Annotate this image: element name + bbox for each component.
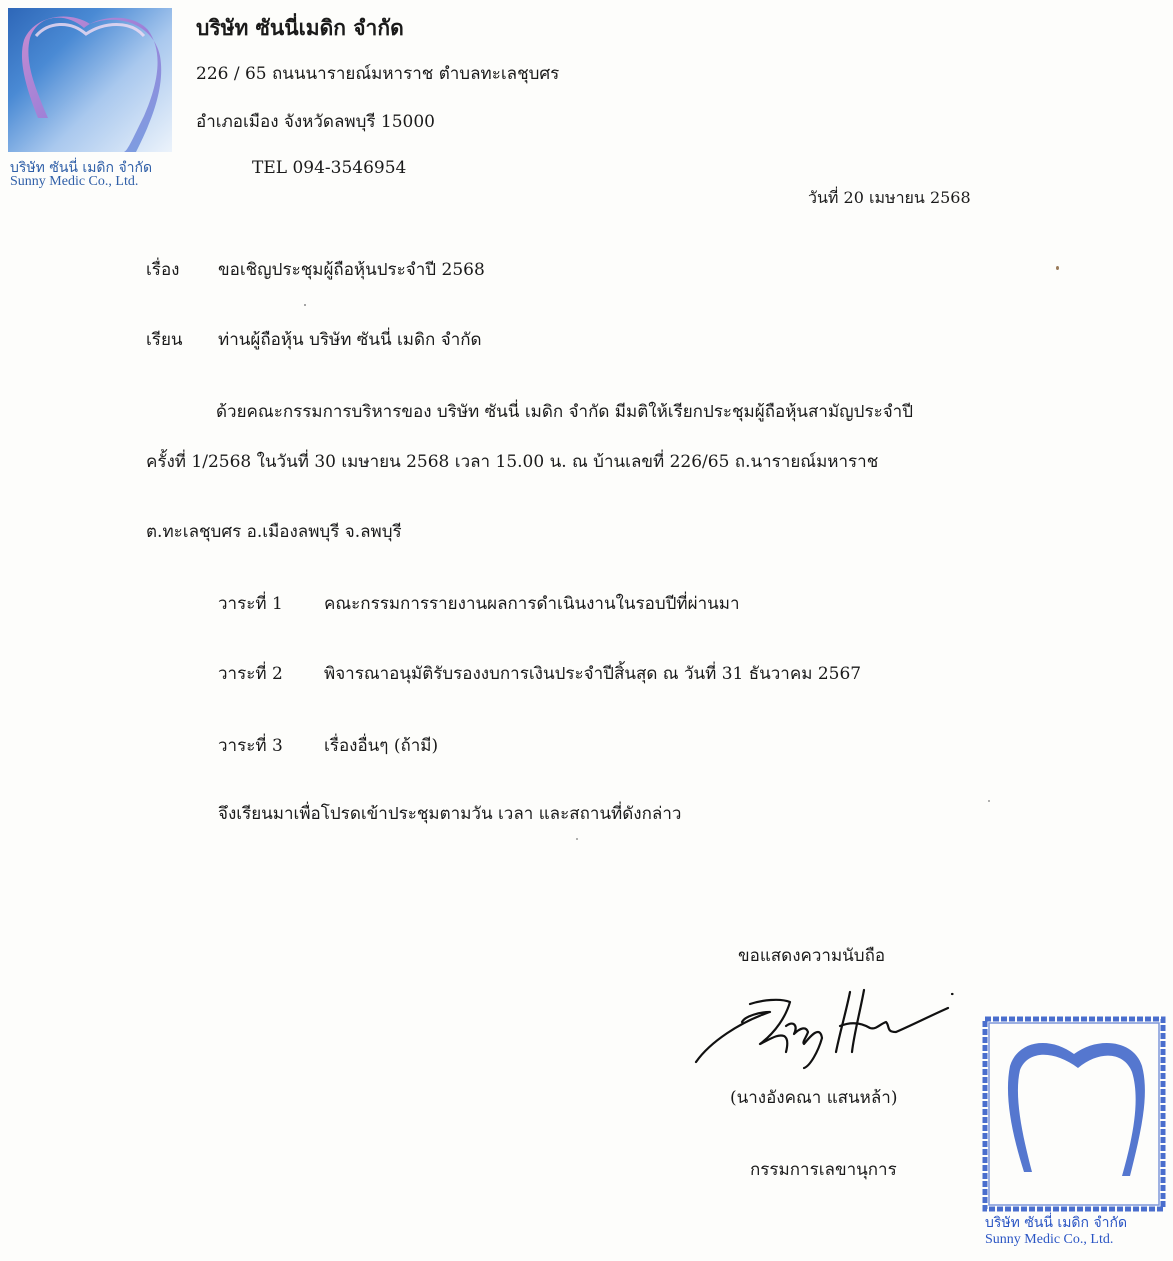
address-line-1: 226 / 65 ถนนนารายณ์มหาราช ตำบลทะเลชุบศร <box>196 64 560 84</box>
tooth-logo-icon <box>8 8 172 152</box>
letter-date: วันที่ 20 เมษายน 2568 <box>808 188 971 207</box>
signer-name: (นางอังคณา แสนหล้า) <box>730 1088 898 1108</box>
stamp-caption-english: Sunny Medic Co., Ltd. <box>985 1232 1114 1247</box>
stamp-caption-thai: บริษัท ซันนี่ เมดิก จำกัด <box>985 1215 1128 1231</box>
subject-label: เรื่อง <box>146 260 180 280</box>
agenda-number: วาระที่ 1 <box>218 594 283 614</box>
logo-caption-thai: บริษัท ซันนี่ เมดิก จำกัด <box>10 160 153 176</box>
recipient-label: เรียน <box>146 330 183 350</box>
subject-text: ขอเชิญประชุมผู้ถือหุ้นประจำปี 2568 <box>218 260 485 280</box>
scan-speck <box>304 304 306 306</box>
recipient-text: ท่านผู้ถือหุ้น บริษัท ซันนี่ เมดิก จำกัด <box>218 330 482 350</box>
agenda-text: พิจารณาอนุมัติรับรองงบการเงินประจำปีสิ้นสุด ณ วันที่ 31 ธันวาคม 2567 <box>324 664 862 684</box>
telephone: TEL 094-3546954 <box>252 158 407 178</box>
handwritten-signature <box>690 982 960 1072</box>
scan-speck <box>576 838 578 840</box>
scan-speck <box>1056 266 1059 270</box>
body-line-1: ด้วยคณะกรรมการบริหารของ บริษัท ซันนี่ เมดิก จำกัด มีมติให้เรียกประชุมผู้ถือหุ้นสามัญประจำปี <box>216 402 914 422</box>
company-name: บริษัท ซันนี่เมดิก จำกัด <box>196 15 404 40</box>
agenda-number: วาระที่ 3 <box>218 736 283 756</box>
agenda-number: วาระที่ 2 <box>218 664 283 684</box>
agenda-text: เรื่องอื่นๆ (ถ้ามี) <box>324 736 439 756</box>
company-stamp <box>982 1016 1168 1212</box>
company-logo <box>8 8 172 152</box>
body-line-2: ครั้งที่ 1/2568 ในวันที่ 30 เมษายน 2568 เวลา 15.00 น. ณ บ้านเลขที่ 226/65 ถ.นารายณ์มหาราช <box>146 452 879 472</box>
regards: ขอแสดงความนับถือ <box>738 946 886 966</box>
body-line-3: ต.ทะเลชุบศร อ.เมืองลพบุรี จ.ลพบุรี <box>146 522 402 542</box>
signer-position: กรรมการเลขานุการ <box>750 1160 897 1180</box>
agenda-text: คณะกรรมการรายงานผลการดำเนินงานในรอบปีที่ผ่านมา <box>324 594 740 614</box>
address-line-2: อำเภอเมือง จังหวัดลพบุรี 15000 <box>196 112 435 132</box>
logo-caption-english: Sunny Medic Co., Ltd. <box>10 174 139 189</box>
closing-line: จึงเรียนมาเพื่อโปรดเข้าประชุมตามวัน เวลา และสถานที่ดังกล่าว <box>218 804 682 824</box>
scan-speck <box>988 800 990 802</box>
